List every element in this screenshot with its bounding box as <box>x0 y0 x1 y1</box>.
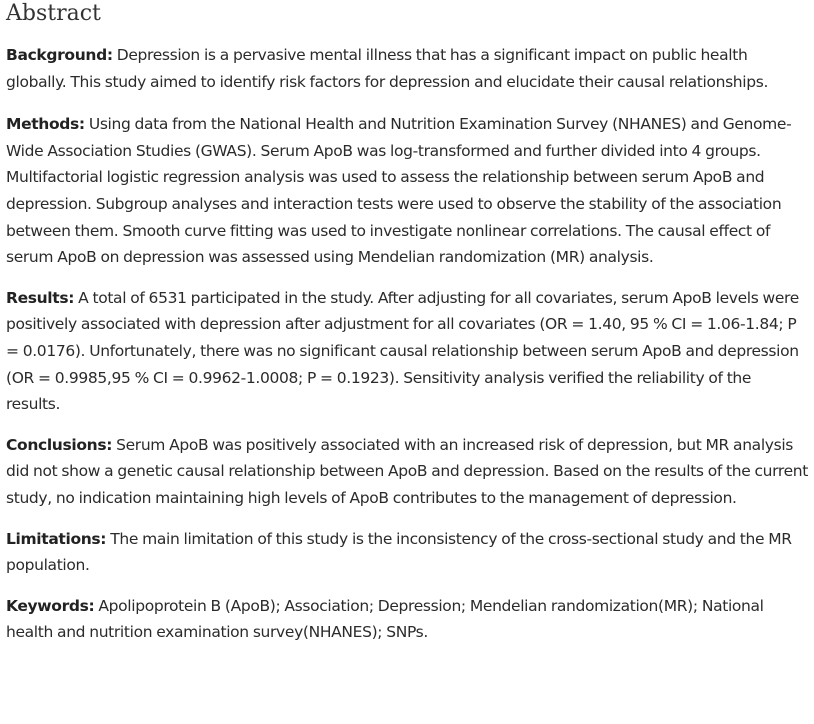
limitations-paragraph <box>6 526 808 579</box>
keywords-text: Apolipoprotein B (ApoB); Association; Depression; Mendelian randomization(MR); National health and nutrition examination survey(NHANES); SNPs. <box>6 596 764 642</box>
background-text: Depression is a pervasive mental illness that has a significant impact on public health globally. This study aimed to identify risk factors for depression and elucidate their causal relationships. <box>6 46 769 91</box>
conclusions-paragraph <box>6 432 808 512</box>
keywords-paragraph <box>6 593 808 646</box>
keywords-label: Keywords: <box>6 596 95 615</box>
results-label: Results: <box>6 288 75 307</box>
limitations-text: The main limitation of this study is the inconsistency of the cross-sectional study and the MR population. <box>6 529 792 575</box>
limitations-label: Limitations: <box>6 529 107 548</box>
abstract-title: Abstract <box>6 1 101 26</box>
conclusions-text: Serum ApoB was positively associated with an increased risk of depression, but MR analysis did not show a genetic causal relationship between ApoB and depression. Based on the results of the current study, no indication maintaining high levels of ApoB contributes to the management of depression. <box>6 435 808 507</box>
methods-label: Methods: <box>6 115 85 134</box>
results-text: A total of 6531 participated in the study. After adjusting for all covariates, serum ApoB levels were positively associated with depression after adjustment for all covariates (OR = 1.40, 95 % CI = 1.06-1.84; P = 0.0176). Unfortunately, there was no significant causal relationship between serum ApoB and depression (OR = 0.9985,95 % CI = 0.9962-1.0008; P = 0.1923). Sensitivity analysis verified the reliability of the results. <box>6 288 799 414</box>
methods-text: Using data from the National Health and Nutrition Examination Survey (NHANES) and Genome-Wide Association Studies (GWAS). Serum ApoB was log-transformed and further divided into 4 groups. Multifactorial logistic regression analysis was used to assess the relationship between serum ApoB and depression. Subgroup analyses and interaction tests were used to observe the stability of the association between them. Smooth curve fitting was used to investigate nonlinear correlations. The causal effect of serum ApoB on depression was assessed using Mendelian randomization (MR) analysis. <box>6 115 792 267</box>
results-paragraph <box>6 285 808 418</box>
background-label: Background: <box>6 46 113 64</box>
conclusions-label: Conclusions: <box>6 435 113 454</box>
background-paragraph <box>6 42 808 95</box>
methods-paragraph <box>6 111 808 271</box>
